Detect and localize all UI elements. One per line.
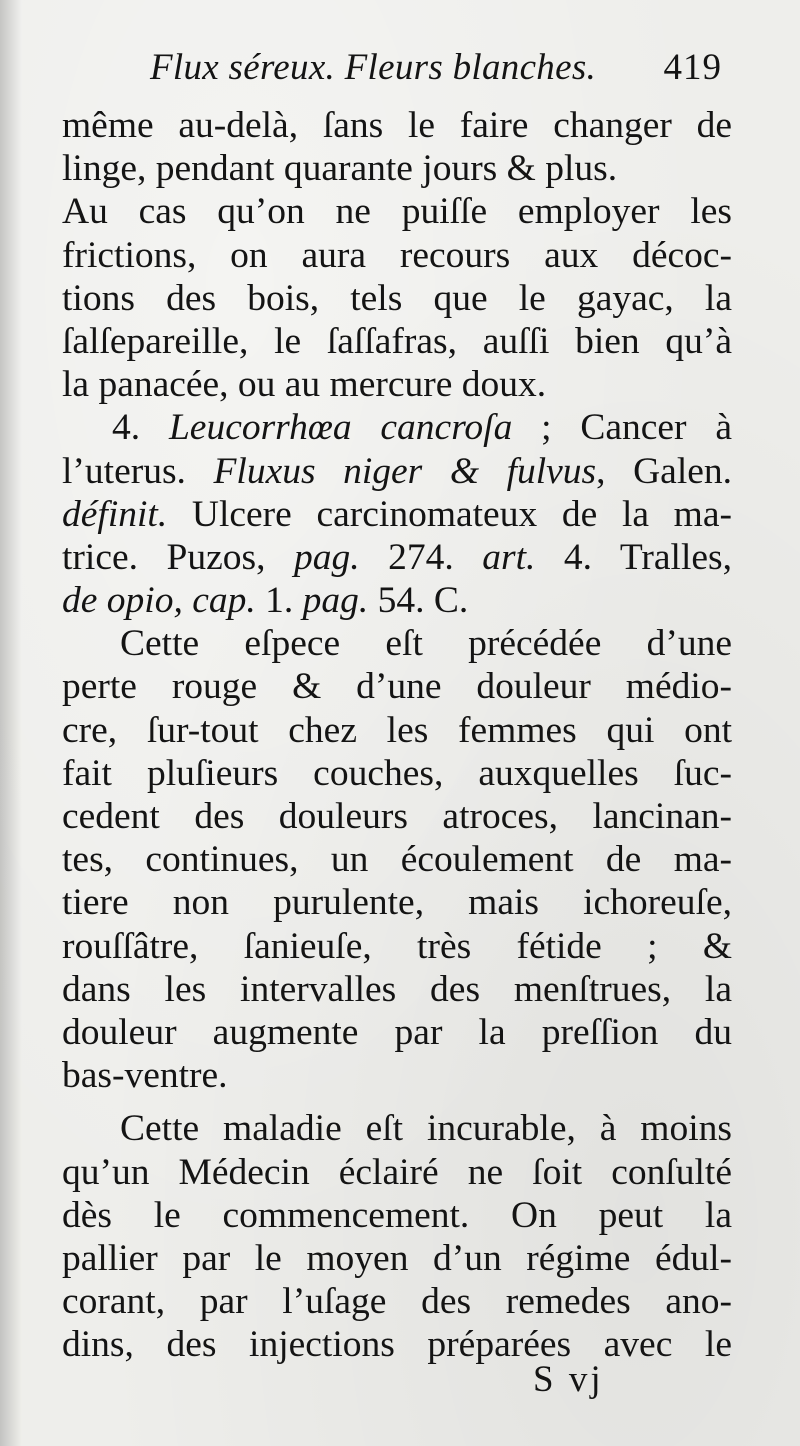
text-line [62, 881, 732, 924]
text-run: dins, des injections préparées avec le [62, 1324, 732, 1366]
text-line [62, 277, 732, 320]
text-line [62, 579, 732, 622]
text-line [62, 709, 732, 752]
text-line [62, 838, 732, 881]
text-line [62, 925, 732, 968]
text-line [62, 363, 732, 406]
text-run: la panacée, ou au mercure doux. [62, 364, 547, 406]
text-line [62, 406, 732, 449]
text-line [62, 795, 732, 838]
text-run: fait pluſieurs couches, auxquelles ſuc- [62, 752, 732, 794]
text-run: perte rouge & d’une douleur médio- [62, 666, 732, 708]
body-text [62, 104, 732, 1366]
text-run: 4. [112, 407, 169, 449]
text-run: Ulcere carcinomateux de la ma- [167, 493, 732, 535]
italic-text: de opio, cap. [62, 580, 256, 622]
text-line [62, 1323, 732, 1366]
text-run: corant, par l’uſage des remedes ano- [62, 1281, 732, 1323]
text-line [62, 1054, 732, 1097]
italic-text: définit. [62, 493, 168, 535]
text-line [62, 1194, 732, 1237]
text-run: tes, continues, un écoulement de ma- [62, 839, 732, 881]
running-title: Flux séreux. Fleurs blanches. [150, 47, 597, 88]
text-run: pallier par le moyen d’un régime édul- [62, 1237, 732, 1279]
text-line [62, 493, 732, 536]
text-line [62, 1107, 732, 1150]
text-run: tions des bois, tels que le gayac, la [62, 277, 732, 319]
text-line [62, 1280, 732, 1323]
text-run: tiere non purulente, mais ichoreuſe, [62, 882, 732, 924]
text-line [62, 320, 732, 363]
text-run: 1. [255, 580, 303, 622]
text-run: douleur augmente par la preſſion du [62, 1011, 732, 1053]
text-line [62, 1237, 732, 1280]
text-run: Cette maladie eſt incurable, à moins [120, 1108, 732, 1150]
text-line [62, 450, 732, 493]
text-run: même au-delà, ſans le faire changer de [62, 105, 732, 146]
text-run: rouſſâtre, ſanieuſe, très fétide ; & [62, 925, 732, 967]
text-line [62, 104, 732, 147]
text-run: trice. Puzos, [62, 536, 294, 578]
text-run: bas-ventre. [62, 1055, 228, 1097]
text-line [62, 234, 732, 277]
text-run: 54. C. [368, 580, 469, 622]
text-run: cedent des douleurs atroces, lancinan- [62, 796, 732, 837]
text-run: , Galen. [596, 450, 733, 492]
text-line [62, 1011, 732, 1054]
text-run: l’uterus. [62, 450, 214, 492]
text-run: ; Cancer à [512, 407, 733, 449]
text-run: dans les intervalles des menſtrues, la [62, 968, 732, 1010]
text-run: linge, pendant quarante jours & plus. [62, 148, 618, 190]
text-line [62, 190, 732, 233]
italic-text: pag. [302, 580, 369, 622]
text-run: frictions, on aura recours aux décoc- [62, 234, 732, 276]
text-line [62, 622, 732, 665]
text-line [62, 147, 732, 190]
text-line [62, 752, 732, 795]
text-run: dès le commencement. On peut la [62, 1194, 732, 1236]
text-line [62, 1151, 732, 1194]
text-run: Au cas qu’on ne puiſſe employer les [62, 191, 732, 233]
text-run: 274. [359, 536, 483, 578]
text-run: ſalſepareille, le ſaſſafras, auſſi bien qu’à [62, 320, 732, 362]
page-header [150, 46, 730, 96]
text-run: Cette eſpece eſt précédée d’une [120, 623, 732, 665]
binding-shadow [0, 0, 22, 1446]
text-run: cre, ſur-tout chez les femmes qui ont [62, 709, 732, 751]
signature-mark: S vj [533, 1359, 604, 1400]
italic-text: art. [482, 536, 536, 578]
text-run: 4. Tralles, [535, 536, 732, 578]
italic-text: Fluxus niger & fulvus [213, 450, 597, 492]
text-line [62, 968, 732, 1011]
text-line [62, 536, 732, 579]
italic-text: pag. [293, 536, 360, 578]
page-number: 419 [663, 47, 722, 88]
text-run: qu’un Médecin éclairé ne ſoit conſulté [62, 1151, 732, 1193]
text-line [62, 665, 732, 708]
italic-text: Leucorrhœa cancroſa [168, 407, 513, 449]
